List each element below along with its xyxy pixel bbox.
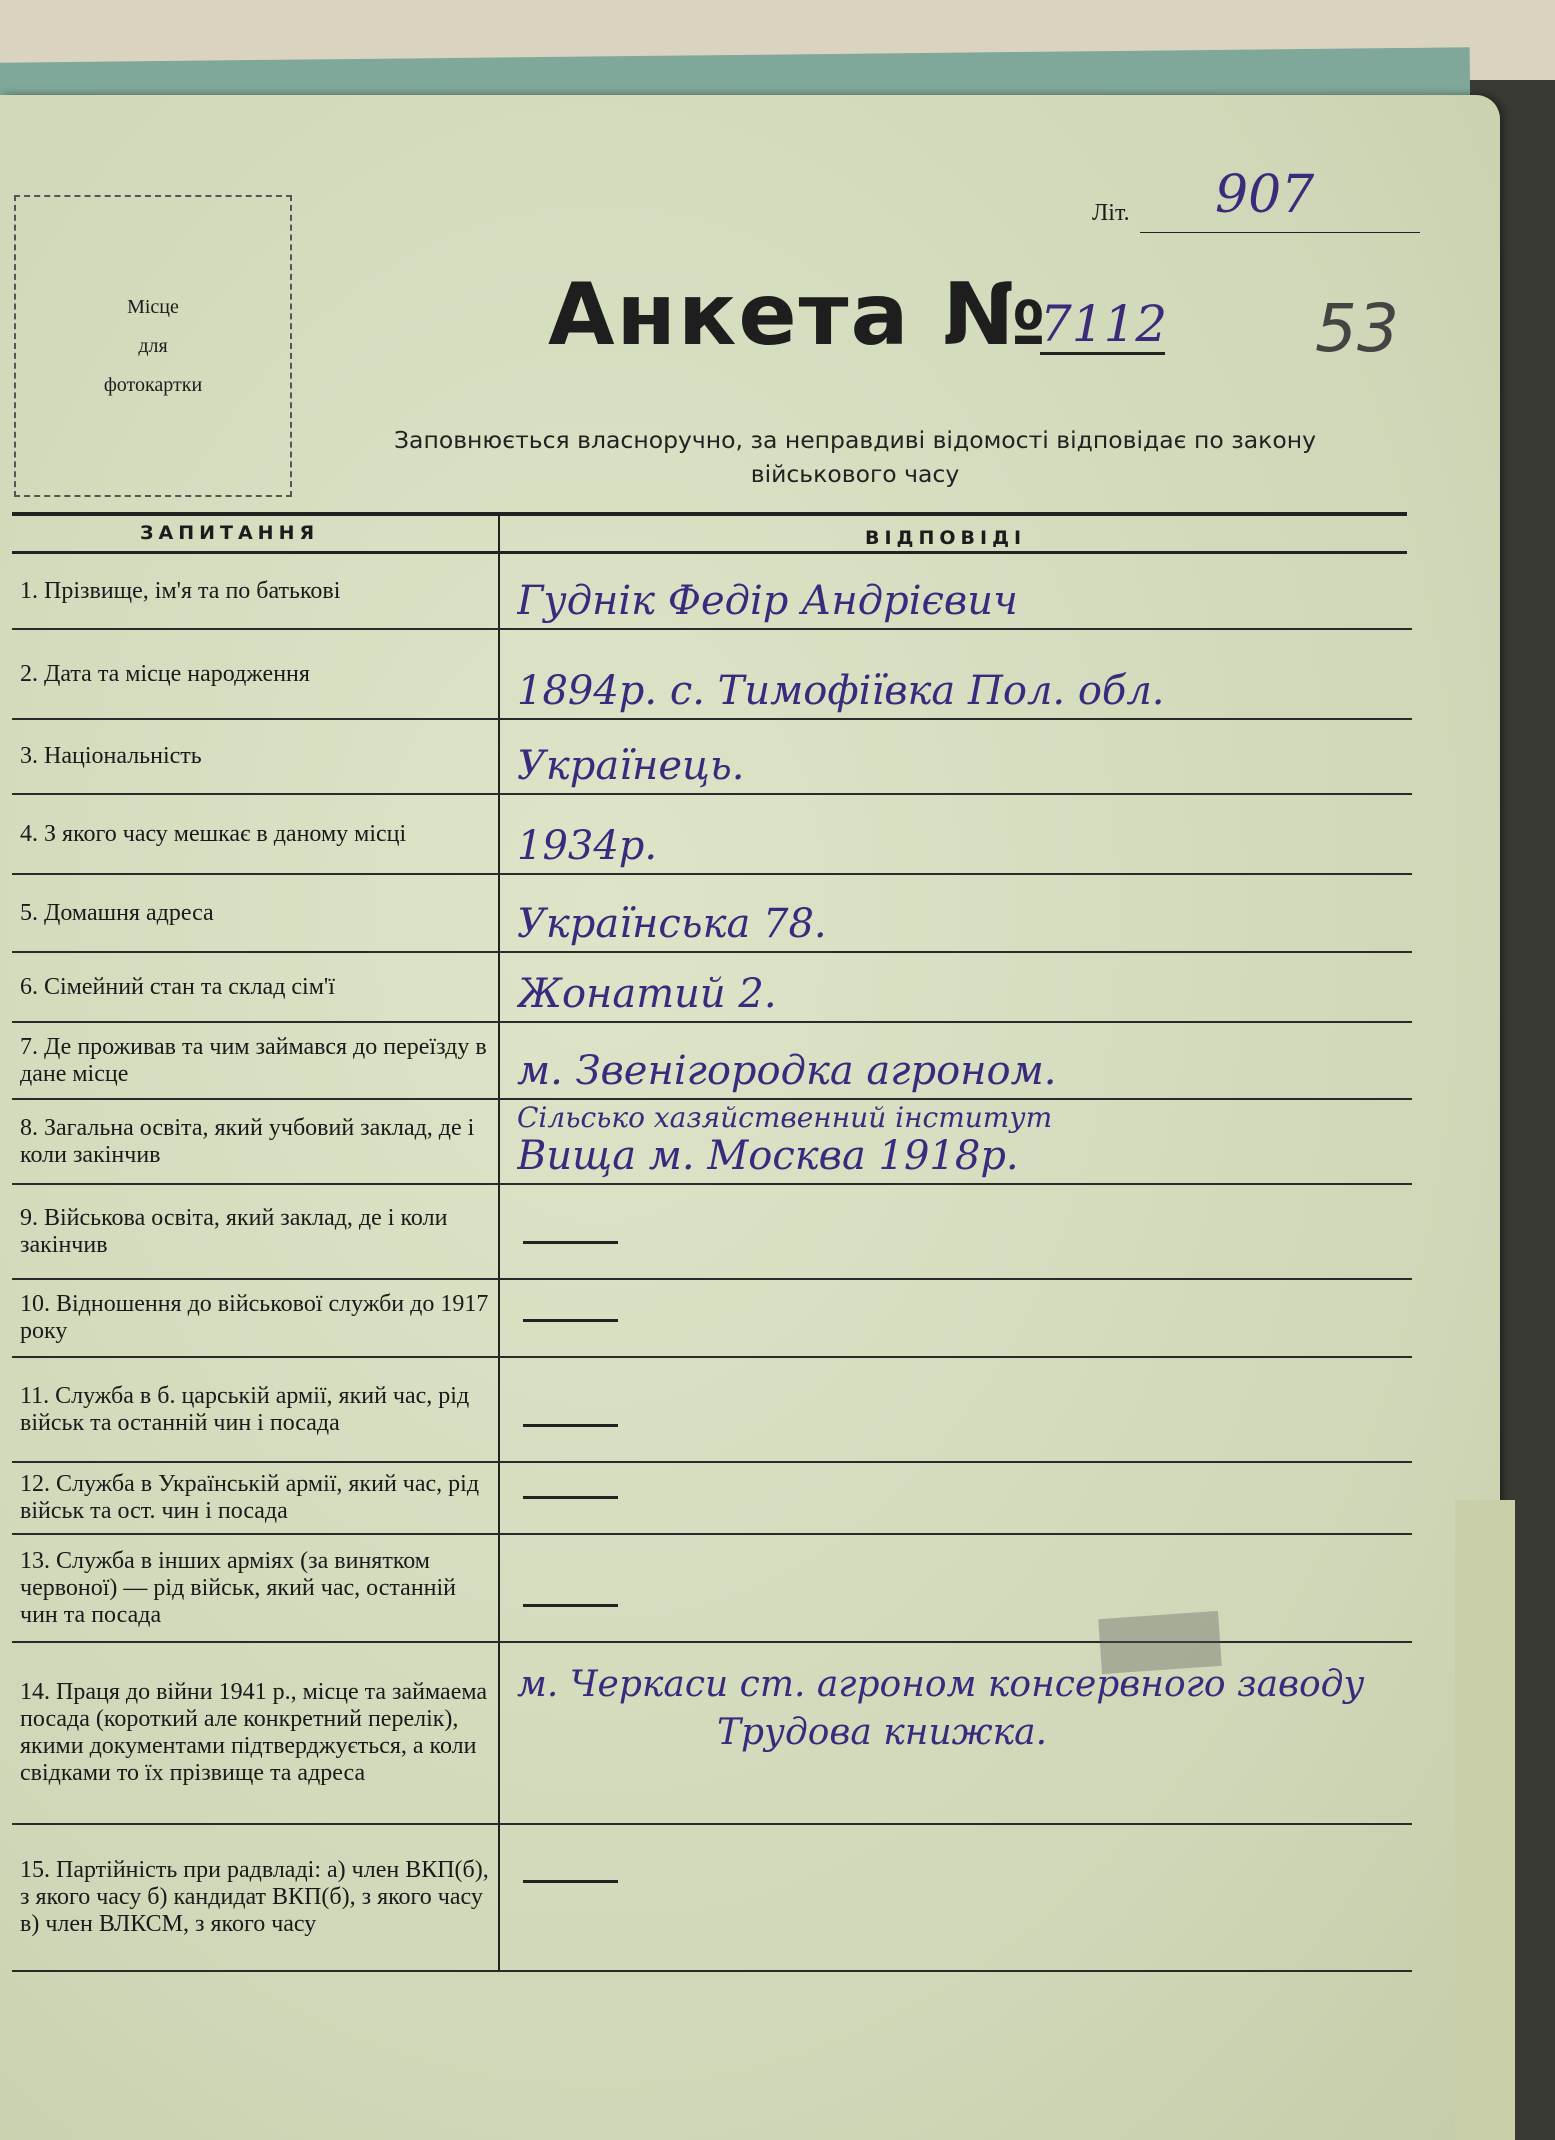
photo-placeholder — [14, 195, 292, 497]
table-top-rule — [12, 512, 1407, 516]
question-2: 2. Дата та місце народження — [20, 660, 310, 687]
answer-2[interactable]: 1894р. с. Тимофіївка Пол. обл. — [517, 668, 1165, 714]
answer-6[interactable]: Жонатий 2. — [517, 971, 777, 1017]
answer-8[interactable] — [517, 1100, 1417, 1183]
archive-number: 53 — [1315, 290, 1399, 367]
answer-10-dash[interactable] — [517, 1280, 1417, 1356]
answer-15-dash[interactable] — [517, 1825, 1417, 1970]
photo-label-3: фотокартки — [103, 373, 203, 396]
answer-12-dash[interactable] — [517, 1463, 1417, 1533]
form-number-underline — [1040, 352, 1165, 355]
form-subtitle: Заповнюється власноручно, за неправдиві відомості відповідає по закону військового часу — [393, 426, 1317, 488]
torn-edge — [1455, 1500, 1515, 2140]
answer-8-line-2: Вища м. Москва 1918р. — [517, 1132, 1019, 1179]
question-7: 7. Де проживав та чим займався до переїзду в дане місце — [20, 1033, 487, 1087]
lit-label: Літ. — [1092, 200, 1130, 226]
answer-7[interactable]: м. Звенігородка агроном. — [517, 1048, 1057, 1094]
table-row — [12, 555, 1412, 630]
lit-value: 907 — [1215, 165, 1315, 225]
photo-label-2: для — [138, 334, 168, 357]
table-row — [12, 1825, 1412, 1972]
table-row — [12, 1358, 1412, 1463]
answer-4[interactable]: 1934р. — [517, 823, 658, 869]
lit-underline — [1140, 232, 1420, 233]
question-11: 11. Служба в б. царській армії, який час, рід військ та останній чин і посада — [20, 1382, 470, 1436]
question-10: 10. Відношення до військової служби до 1917 року — [20, 1291, 489, 1344]
question-1: 1. Прізвище, ім'я та по батькові — [20, 578, 341, 604]
table-row — [12, 795, 1412, 875]
table-header-rule — [12, 551, 1407, 554]
answer-13-dash[interactable] — [517, 1535, 1417, 1641]
answer-8-line-1: Сільсько хазяйственний інститут — [517, 1100, 1053, 1134]
answer-11-dash[interactable] — [517, 1358, 1417, 1461]
question-12: 12. Служба в Українській армії, який час, рід військ та ост. чин і посада — [20, 1471, 480, 1524]
answer-14-line-2: Трудова книжка. — [717, 1712, 1048, 1753]
table-row — [12, 1280, 1412, 1358]
answer-5[interactable]: Українська 78. — [517, 901, 827, 947]
table-row — [12, 1643, 1412, 1825]
question-6: 6. Сімейний стан та склад сім'ї — [20, 973, 335, 1000]
answer-3[interactable]: Українець. — [517, 743, 745, 789]
table-row — [12, 1185, 1412, 1280]
question-14: 14. Праця до війни 1941 р., місце та займаема посада (короткий але конкретний перелік), якими документами підтверджується, а коли свідками то їх прізвище та адреса — [20, 1679, 488, 1786]
photo-label-1: Місце — [127, 295, 179, 318]
faded-stamp — [1098, 1611, 1222, 1674]
table-row — [12, 720, 1412, 795]
answer-9-dash[interactable] — [517, 1185, 1417, 1278]
table-row — [12, 1023, 1412, 1100]
table-row — [12, 1463, 1412, 1535]
table-row — [12, 875, 1412, 953]
question-15: 15. Партійність при радвладі: а) член ВКП(б), з якого часу б) кандидат ВКП(б), з якого часу в) член ВЛКСМ, з якого часу — [20, 1857, 489, 1937]
answer-1[interactable]: Гуднік Федір Андрієвич — [517, 578, 1018, 624]
answer-14-line-1: м. Черкаси ст. агроном консервного заводу — [517, 1664, 1365, 1705]
table-row — [12, 630, 1412, 720]
column-header-questions: ЗАПИТАННЯ — [140, 522, 320, 544]
form-number: 7112 — [1040, 295, 1168, 353]
question-4: 4. З якого часу мешкає в даному місці — [20, 820, 407, 847]
form-title: Анкета № — [548, 265, 1048, 365]
question-8: 8. Загальна освіта, який учбовий заклад, де і коли закінчив — [20, 1114, 475, 1168]
question-5: 5. Домашня адреса — [20, 899, 214, 926]
question-9: 9. Військова освіта, який заклад, де і коли закінчив — [20, 1204, 448, 1258]
answer-14[interactable] — [517, 1643, 1417, 1823]
question-13: 13. Служба в інших арміях (за винятком червоної) — рід військ, який час, останній чин та посада — [20, 1547, 457, 1628]
table-row — [12, 1100, 1412, 1185]
table-row — [12, 953, 1412, 1023]
column-header-answers: ВІДПОВІДІ — [865, 527, 1027, 549]
question-3: 3. Національність — [20, 743, 202, 769]
